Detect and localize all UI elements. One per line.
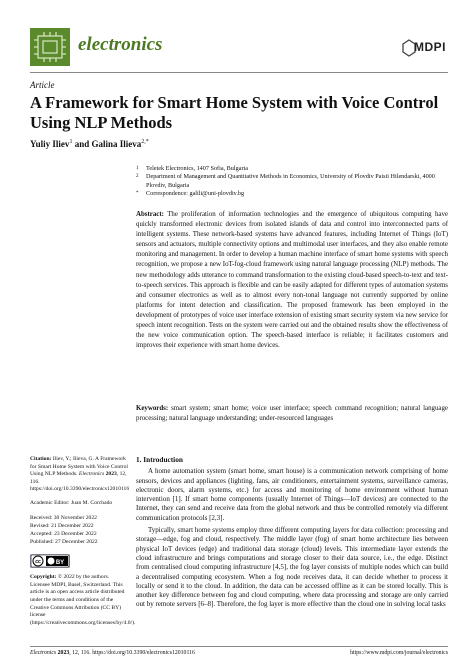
section-heading: 1. Introduction (136, 455, 183, 464)
citation-journal: Electronics (78, 471, 105, 478)
footer-journal: Electronics (30, 650, 57, 656)
abstract-label: Abstract: (136, 211, 164, 218)
affiliation-mark: 2 (136, 174, 139, 180)
citation-block (30, 456, 128, 494)
intro-paragraph-2: Typically, smart home systems employ three different computing layers for data collection: processing and storage—edge, fog and cloud, respectively. The middle layer (fog) of smart home architecture lies between physical IoT devices (edge) and traditional data storage (cloud) levels. This intermediate layer extends the cloud infrastructure and brings computations and storage closer to their data source, i.e., the edge. Distinct from centralised cloud computing infrastructure [4,5], the fog layer consists of multiple nodes which can build a decentralised computing ecosystem. When a fog node receives data, it can decide whether to process it locally or send it to the cloud. In addition, the data can be accessed offline as it can be stored locally. This is another key difference between fog and cloud computing, where data processing and storage are only carried out by remote servers [6–8]. Therefore, the fog layer is more effective than the cloud one in solving local tasks (136, 526, 448, 609)
author-2[interactable]: Galina Ilieva (91, 139, 142, 149)
keywords-text: smart system; smart home; voice user interface; speech command recognition; natural language processing; natural language understanding; under-resourced languages (136, 405, 448, 423)
citation-doi[interactable]: , 12, 116. https://doi.org/10.3390/electronics12010116 (30, 471, 130, 493)
intro-paragraph-1: A home automation system (smart home, smart house) is a communication network comprising of home sensors, devices and appliances (lighting, fans, air conditioners, entertainment systems, surveillance cameras, electronic doors, alarm systems, etc.) for access and monitoring of home environment without human intervention [1]. If smart home components (usually Internet of Things—IoT devices) are connected to the Internet, they can send and receive data from the global network and thus be controlled remotely via different communication protocols [2,3]. (136, 467, 448, 522)
accepted-date: Accepted: 23 December 2022 (30, 530, 97, 537)
author-1[interactable]: Yuliy Iliev (30, 139, 70, 149)
article-title: A Framework for Smart Home System with Voice Control Using NLP Methods (30, 93, 439, 132)
cc-text: cc (35, 558, 41, 565)
sidebar (30, 456, 136, 633)
cc-by-text: BY (55, 559, 65, 566)
academic-editor: Academic Editor: Juan M. Corchado (30, 499, 113, 506)
author-2-sup: 2,* (141, 139, 149, 145)
footer-doi[interactable]: , 12, 116. https://doi.org/10.3390/electronics12010116 (69, 650, 195, 656)
author-1-sup: 1 (69, 139, 73, 145)
affiliation-text: Teletek Electronics, 1407 Sofia, Bulgaria (146, 165, 248, 172)
cc-by-license-icon[interactable] (30, 554, 70, 572)
affiliation-mark: * (136, 191, 139, 197)
journal-logo-icon (30, 28, 70, 66)
copyright-text: © 2022 by the authors. Licensee MDPI, Basel, Switzerland. This article is an open access article distributed under the terms and conditions of the Creative Commons Attribution (CC BY) license (https://creativecommons.org/licenses/by/4.0/). (30, 574, 136, 626)
citation-year: 2023 (105, 471, 117, 478)
revised-date: Revised: 21 December 2022 (30, 522, 94, 529)
copyright-label: Copyright: (30, 574, 57, 581)
introduction-section (136, 455, 448, 613)
published-date: Published: 27 December 2022 (30, 538, 98, 545)
footer-citation (30, 650, 195, 656)
affiliation-text: Department of Management and Quantitative Methods in Economics, University of Plovdiv Paisii Hilendarski, 4000 Plovdiv, Bulgaria (146, 173, 435, 189)
header-divider (30, 72, 448, 73)
abstract-text: The proliferation of information technologies and the emergence of ubiquitous computing have quickly transformed electronic devices from isolated islands of data and control into interconnected parts of intelligent systems. These network-based systems have advanced features, including Internet of Things (IoT) sensors and actuators, multiple connectivity options and multimodal user interfaces, and they also enable remote monitoring and management. In order to develop a human machine interface of smart home systems with speech recognition, we propose a new IoT-fog-cloud framework using natural language processing (NLP) methods. The new methodology adds utterance to command transformation to the existing cloud-based speech-to-text and text-to-speech services. This approach is flexible and can be easily adapted for different types of automation systems and consumer electronics as well as to almost every non-tonal language not currently supported by online platforms for intent detection and classification. The proposed framework has been employed in the development of prototypes of voice user interface extension of existing smart security system via new service for speech intent recognition. Tests on the system were carried out and the obtained results show the effectiveness of the new voice communication option. The speech-based interface is reliable; it facilitates customers and improves their experience with smart home devices. (136, 211, 448, 350)
keywords (136, 404, 448, 424)
dates-block (30, 514, 128, 546)
author-separator: and (72, 139, 92, 149)
affiliations (136, 165, 446, 199)
abstract (136, 210, 448, 351)
footer-journal-url[interactable]: https://www.mdpi.com/journal/electronics (350, 650, 448, 656)
mdpi-logo-text: MDPI (414, 40, 446, 54)
copyright-block (30, 574, 136, 627)
article-type: Article (30, 80, 55, 90)
keywords-label: Keywords: (136, 405, 169, 412)
citation-label: Citation: (30, 456, 52, 462)
affiliation-item (136, 173, 446, 190)
correspondence-text[interactable]: Correspondence: galili@uni-plovdiv.bg (146, 190, 245, 198)
footer-divider (30, 646, 448, 647)
journal-name: electronics (78, 34, 163, 55)
affiliation-mark: 1 (136, 166, 139, 171)
received-date: Received: 30 November 2022 (30, 514, 97, 521)
author-list (30, 139, 149, 149)
affiliation-item (136, 165, 446, 173)
affiliation-item (136, 190, 446, 198)
footer-year: 2023 (57, 650, 70, 656)
journal-header (30, 28, 450, 74)
citation-text: Iliev, Y.; Ilieva, G. A Framework for Smart Home System with Voice Control Using NLP Methods. (30, 456, 128, 478)
mdpi-logo (402, 38, 446, 58)
